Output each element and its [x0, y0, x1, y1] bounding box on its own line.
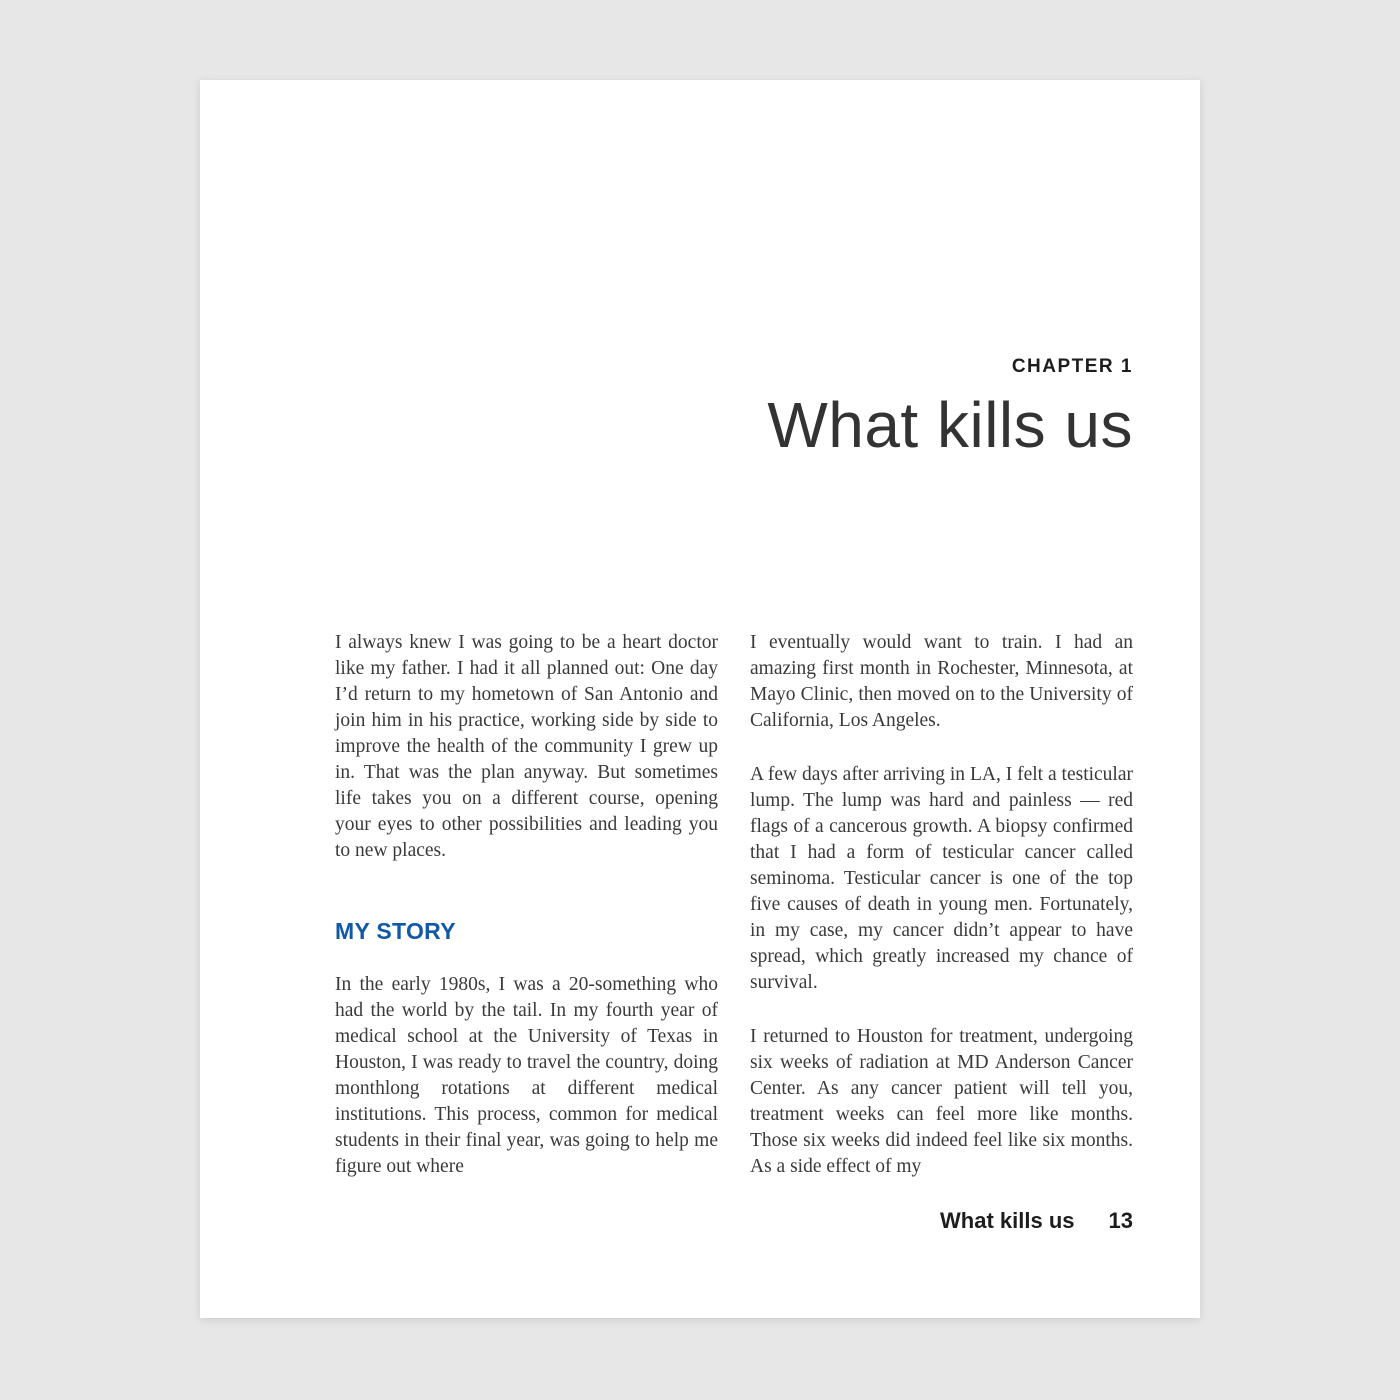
paragraph: I eventually would want to train. I had an amazing first month in Rochester, Minnesota, at Mayo Clinic, then moved on to the University of California, Los Angeles.	[750, 632, 1133, 731]
chapter-header	[767, 357, 1133, 459]
page-footer	[940, 1208, 1133, 1234]
paragraph-story: In the early 1980s, I was a 20-something who had the world by the tail. In my fourth year of medical school at the University of Texas in Houston, I was ready to travel the country, doing monthlong rotations at different medical institutions. This process, common for medical students in their final year, was going to help me figure out where	[335, 974, 718, 1177]
book-page	[200, 80, 1200, 1318]
left-column	[335, 630, 718, 1180]
paragraph-intro: I always knew I was going to be a heart doctor like my father. I had it all planned out: One day I’d return to my hometown of San Antonio and join him in his practice, working side by side to improve the health of the community I grew up in. That was the plan anyway. But sometimes life takes you on a different course, opening your eyes to other possibilities and leading you to new places.	[335, 632, 718, 861]
chapter-title: What kills us	[767, 389, 1133, 461]
body-columns	[335, 630, 1133, 1180]
running-title: What kills us	[940, 1208, 1075, 1233]
chapter-kicker: CHAPTER 1	[1011, 356, 1133, 377]
right-column	[750, 630, 1133, 1180]
page-number: 13	[1108, 1208, 1133, 1233]
paragraph: I returned to Houston for treatment, undergoing six weeks of radiation at MD Anderson Cancer Center. As any cancer patient will tell you, treatment weeks can feel more like months. Those six weeks did indeed feel like six months. As a side effect of my	[750, 1026, 1133, 1177]
section-heading-my-story: MY STORY	[335, 918, 456, 944]
paragraph: A few days after arriving in LA, I felt a testicular lump. The lump was hard and painless — red flags of a cancerous growth. A biopsy confirmed that I had a form of testicular cancer called seminoma. Testicular cancer is one of the top five causes of death in young men. Fortunately, in my case, my cancer didn’t appear to have spread, which greatly increased my chance of survival.	[750, 764, 1133, 993]
